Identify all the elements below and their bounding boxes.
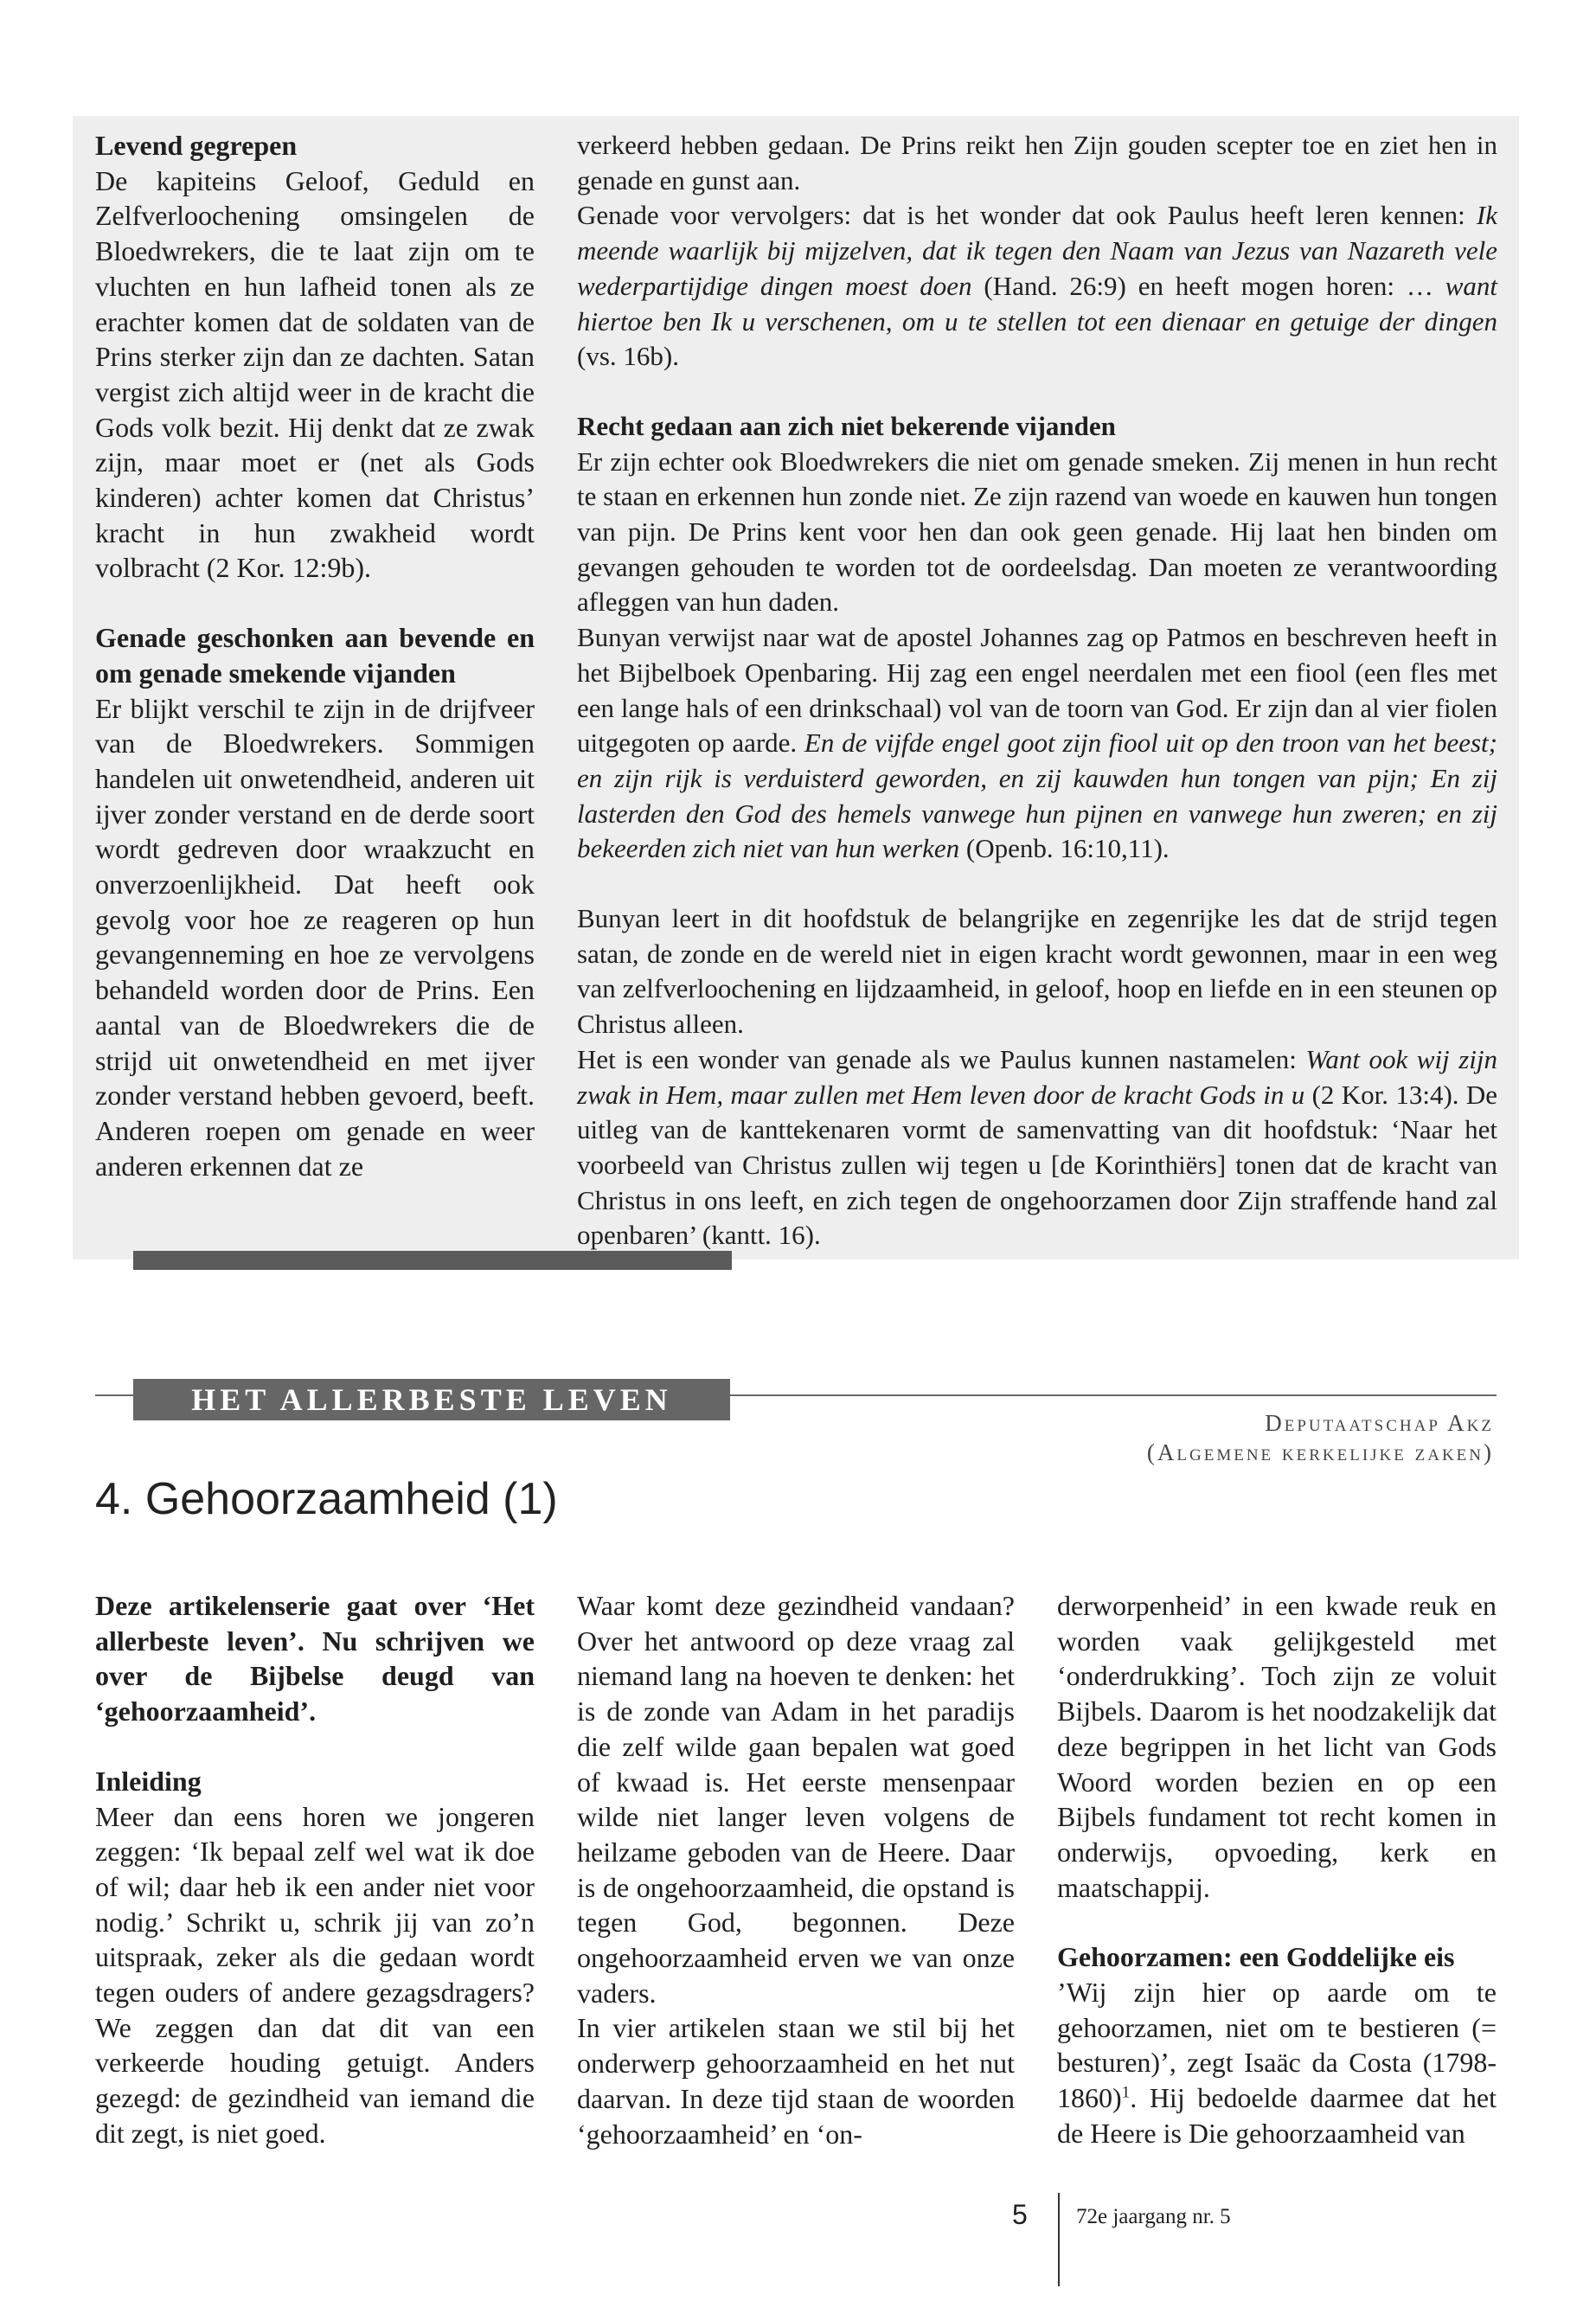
article-intro: Deze artikelenserie gaat over ‘Het allerbeste leven’. Nu schrijven we over de Bijbelse deugd van ‘gehoorzaamheid’. — [95, 1590, 535, 1727]
paragraph: Er zijn echter ook Bloedwrekers die niet om genade smeken. Zij menen in hun recht te staan en erkennen hun zonde niet. Ze zijn razend van woede en kauwen hun tongen van pijn. De Prins kent voor hen dan ook geen genade. Hij laat hen binden om gevangen gehouden te worden tot de oordeelsdag. Dan moeten ze verantwoording afleggen van hun daden. — [577, 445, 1497, 618]
heading-inleiding: Inleiding — [95, 1765, 202, 1797]
text: (2 Kor. 13:4). De uitleg van de kanttekenaren vormt de samenvatting van dit hoofdstuk: ‘Naar het voorbeeld van Christus zullen wij tegen u [de Korinthiërs] tonen dat de kracht van Christus in ons leeft, en zich tegen de ongehoorzamen door Zijn straffende hand zal openbaren’ (kantt. 16). — [577, 1079, 1498, 1251]
paragraph: In vier artikelen staan we stil bij het onderwerp gehoorzaamheid en het nut daarvan. In deze tijd staan de woorden ‘gehoorzaamheid’ en ‘on- — [577, 2012, 1015, 2150]
article-column-2 — [577, 1588, 1015, 2151]
article-column-3 — [1057, 1588, 1497, 2151]
department-label — [1147, 1408, 1494, 1467]
text: (Openb. 16:10,11). — [965, 833, 1170, 864]
bible-quote: want hiertoe ben Ik u verschenen, om u te stellen tot een dienaar en getuige der dingen — [577, 270, 1497, 336]
paragraph: De kapiteins Geloof, Geduld en Zelfverloochening omsingelen de Bloedwrekers, die te laat zijn om te vluchten en hun lafheid tonen als ze erachter komen dat de soldaten van de Prins sterker zijn dan ze dachten. Satan vergist zich altijd weer in de kracht die Gods volk bezit. Hij denkt dat ze zwak zijn, maar moet er (net als Gods kinderen) achter komen dat Christus’ kracht in hun zwakheid wordt volbracht (2 Kor. 12:9b). — [95, 164, 535, 584]
text: . Hij bedoelde daarmee dat het de Heere is Die gehoorzaamheid van — [1057, 2082, 1497, 2149]
footer-divider — [1058, 2193, 1060, 2286]
top-right-column — [577, 128, 1497, 1253]
paragraph: verkeerd hebben gedaan. De Prins reikt hen Zijn gouden scepter toe en ziet hen in genade en gunst aan. — [577, 130, 1497, 195]
heading-genade-geschonken: Genade geschonken aan bevende en om genade smekende vijanden — [95, 622, 535, 689]
paragraph: Bunyan leert in dit hoofdstuk de belangrijke en zegenrijke les dat de strijd tegen satan, de zonde en de wereld niet in eigen kracht wordt gewonnen, maar in een weg van zelfverloochening en lijdzaamheid, in geloof, hoop en liefde en in een steunen op Christus alleen. — [577, 903, 1497, 1040]
article-title: 4. Gehoorzaamheid (1) — [95, 1474, 558, 1524]
paragraph — [577, 198, 1497, 375]
bible-quote: En de vijfde engel goot zijn fiool uit op den troon van het beest; en zijn rijk is verduisterd geworden, en zij kauwden hun tongen van pijn; En zij lasterden den God des hemels vanwege hun pijnen en vanwege hun zweren; en zij bekeerden zich niet van hun werken — [577, 727, 1497, 864]
paragraph: Waar komt deze gezindheid vandaan? Over het antwoord op deze vraag zal niemand lang na hoeven te denken: het is de zonde van Adam in het paradijs die zelf wilde gaan bepalen wat goed of kwaad is. Het eerste mensenpaar wilde niet langer leven volgens de heilzame geboden van de Heere. Daar is de ongehoorzaamheid, die opstand is tegen God, begonnen. Deze ongehoorzaamheid erven we van onze vaders. — [577, 1590, 1015, 2009]
heading-gehoorzamen: Gehoorzamen: een Goddelijke eis — [1057, 1941, 1455, 1973]
text: Het is een wonder van genade als we Paulus kunnen nastamelen: — [577, 1043, 1297, 1074]
footnote-mark: 1 — [1121, 2083, 1131, 2102]
paragraph: Meer dan eens horen we jongeren zeggen: ‘Ik bepaal zelf wel wat ik doe of wil; daar heb ik een ander niet voor nodig.’ Schrikt u, schrik jij van zo’n uitspraak, zeker als die gedaan wordt tegen ouders of andere gezagsdragers? We zeggen dan dat dit van een verkeerde houding getuigt. Anders gezegd: de gezindheid van iemand die dit zegt, is niet goed. — [95, 1800, 535, 2149]
paragraph — [577, 1042, 1497, 1253]
paragraph — [577, 620, 1497, 867]
paragraph: derworpenheid’ in een kwade reuk en worden vaak gelijkgesteld met ‘onderdrukking’. Toch zijn ze voluit Bijbels. Daarom is het noodzakelijk dat deze begrippen in het licht van Gods Woord worden bezien en op een Bijbels fundament tot recht komen in onderwijs, opvoeding, kerk en maatschappij. — [1057, 1590, 1497, 1903]
text: (vs. 16b). — [577, 341, 679, 372]
issue-label: 72e jaargang nr. 5 — [1076, 2205, 1231, 2228]
heading-levend-gegrepen: Levend gegrepen — [95, 130, 298, 161]
paragraph — [1057, 1975, 1497, 2151]
section-band: HET ALLERBESTE LEVEN — [133, 1379, 730, 1420]
text: ’Wij zijn hier op aarde om te gehoorzamen, niet om te bestieren (= besturen)’, zegt Isaäc da Costa (1798-1860) — [1057, 1977, 1497, 2114]
text: Genade voor vervolgers: dat is het wonder dat ook Paulus heeft leren kennen: — [577, 200, 1465, 231]
bible-quote: Want ook wij zijn zwak in Hem, maar zullen met Hem leven door de kracht Gods in u — [577, 1043, 1497, 1110]
bible-quote: Ik meende waarlijk bij mijzelven, dat ik tegen den Naam van Jezus van Nazareth vele wederpartijdige dingen moest doen — [577, 200, 1497, 301]
page-number: 5 — [1012, 2199, 1028, 2230]
sidebar-box-bar — [133, 1251, 732, 1270]
text: Bunyan verwijst naar wat de apostel Johannes zag op Patmos en beschreven heeft in het Bijbelboek Openbaring. Hij zag een engel neerdalen met een fiool (een fles met een lange hals of een drinkschaal) vol van de toorn van God. Er zijn dan al vier fiolen uitgegoten op aarde. — [577, 622, 1497, 759]
department-subtitle: (Algemene kerkelijke zaken) — [1146, 1439, 1494, 1465]
article-column-1 — [95, 1588, 535, 2151]
top-left-column — [95, 128, 535, 1183]
heading-recht-gedaan: Recht gedaan aan zich niet bekerende vijanden — [577, 410, 1116, 441]
department-name: Deputaatschap Akz — [1265, 1410, 1494, 1436]
text: (Hand. 26:9) en heeft mogen horen: … — [984, 270, 1433, 301]
paragraph: Er blijkt verschil te zijn in de drijfveer van de Bloedwrekers. Sommigen handelen uit onwetendheid, anderen uit ijver zonder verstand en de derde soort wordt gedreven door wraakzucht en onverzoenlijkheid. Dat heeft ook gevolg voor hoe ze reageren op hun gevangenneming en hoe ze vervolgens behandeld worden door de Prins. Een aantal van de Bloedwrekers die de strijd uit onwetendheid en met ijver zonder verstand hebben gevoerd, beeft. Anderen roepen om genade en weer anderen erkennen dat ze — [95, 692, 535, 1182]
